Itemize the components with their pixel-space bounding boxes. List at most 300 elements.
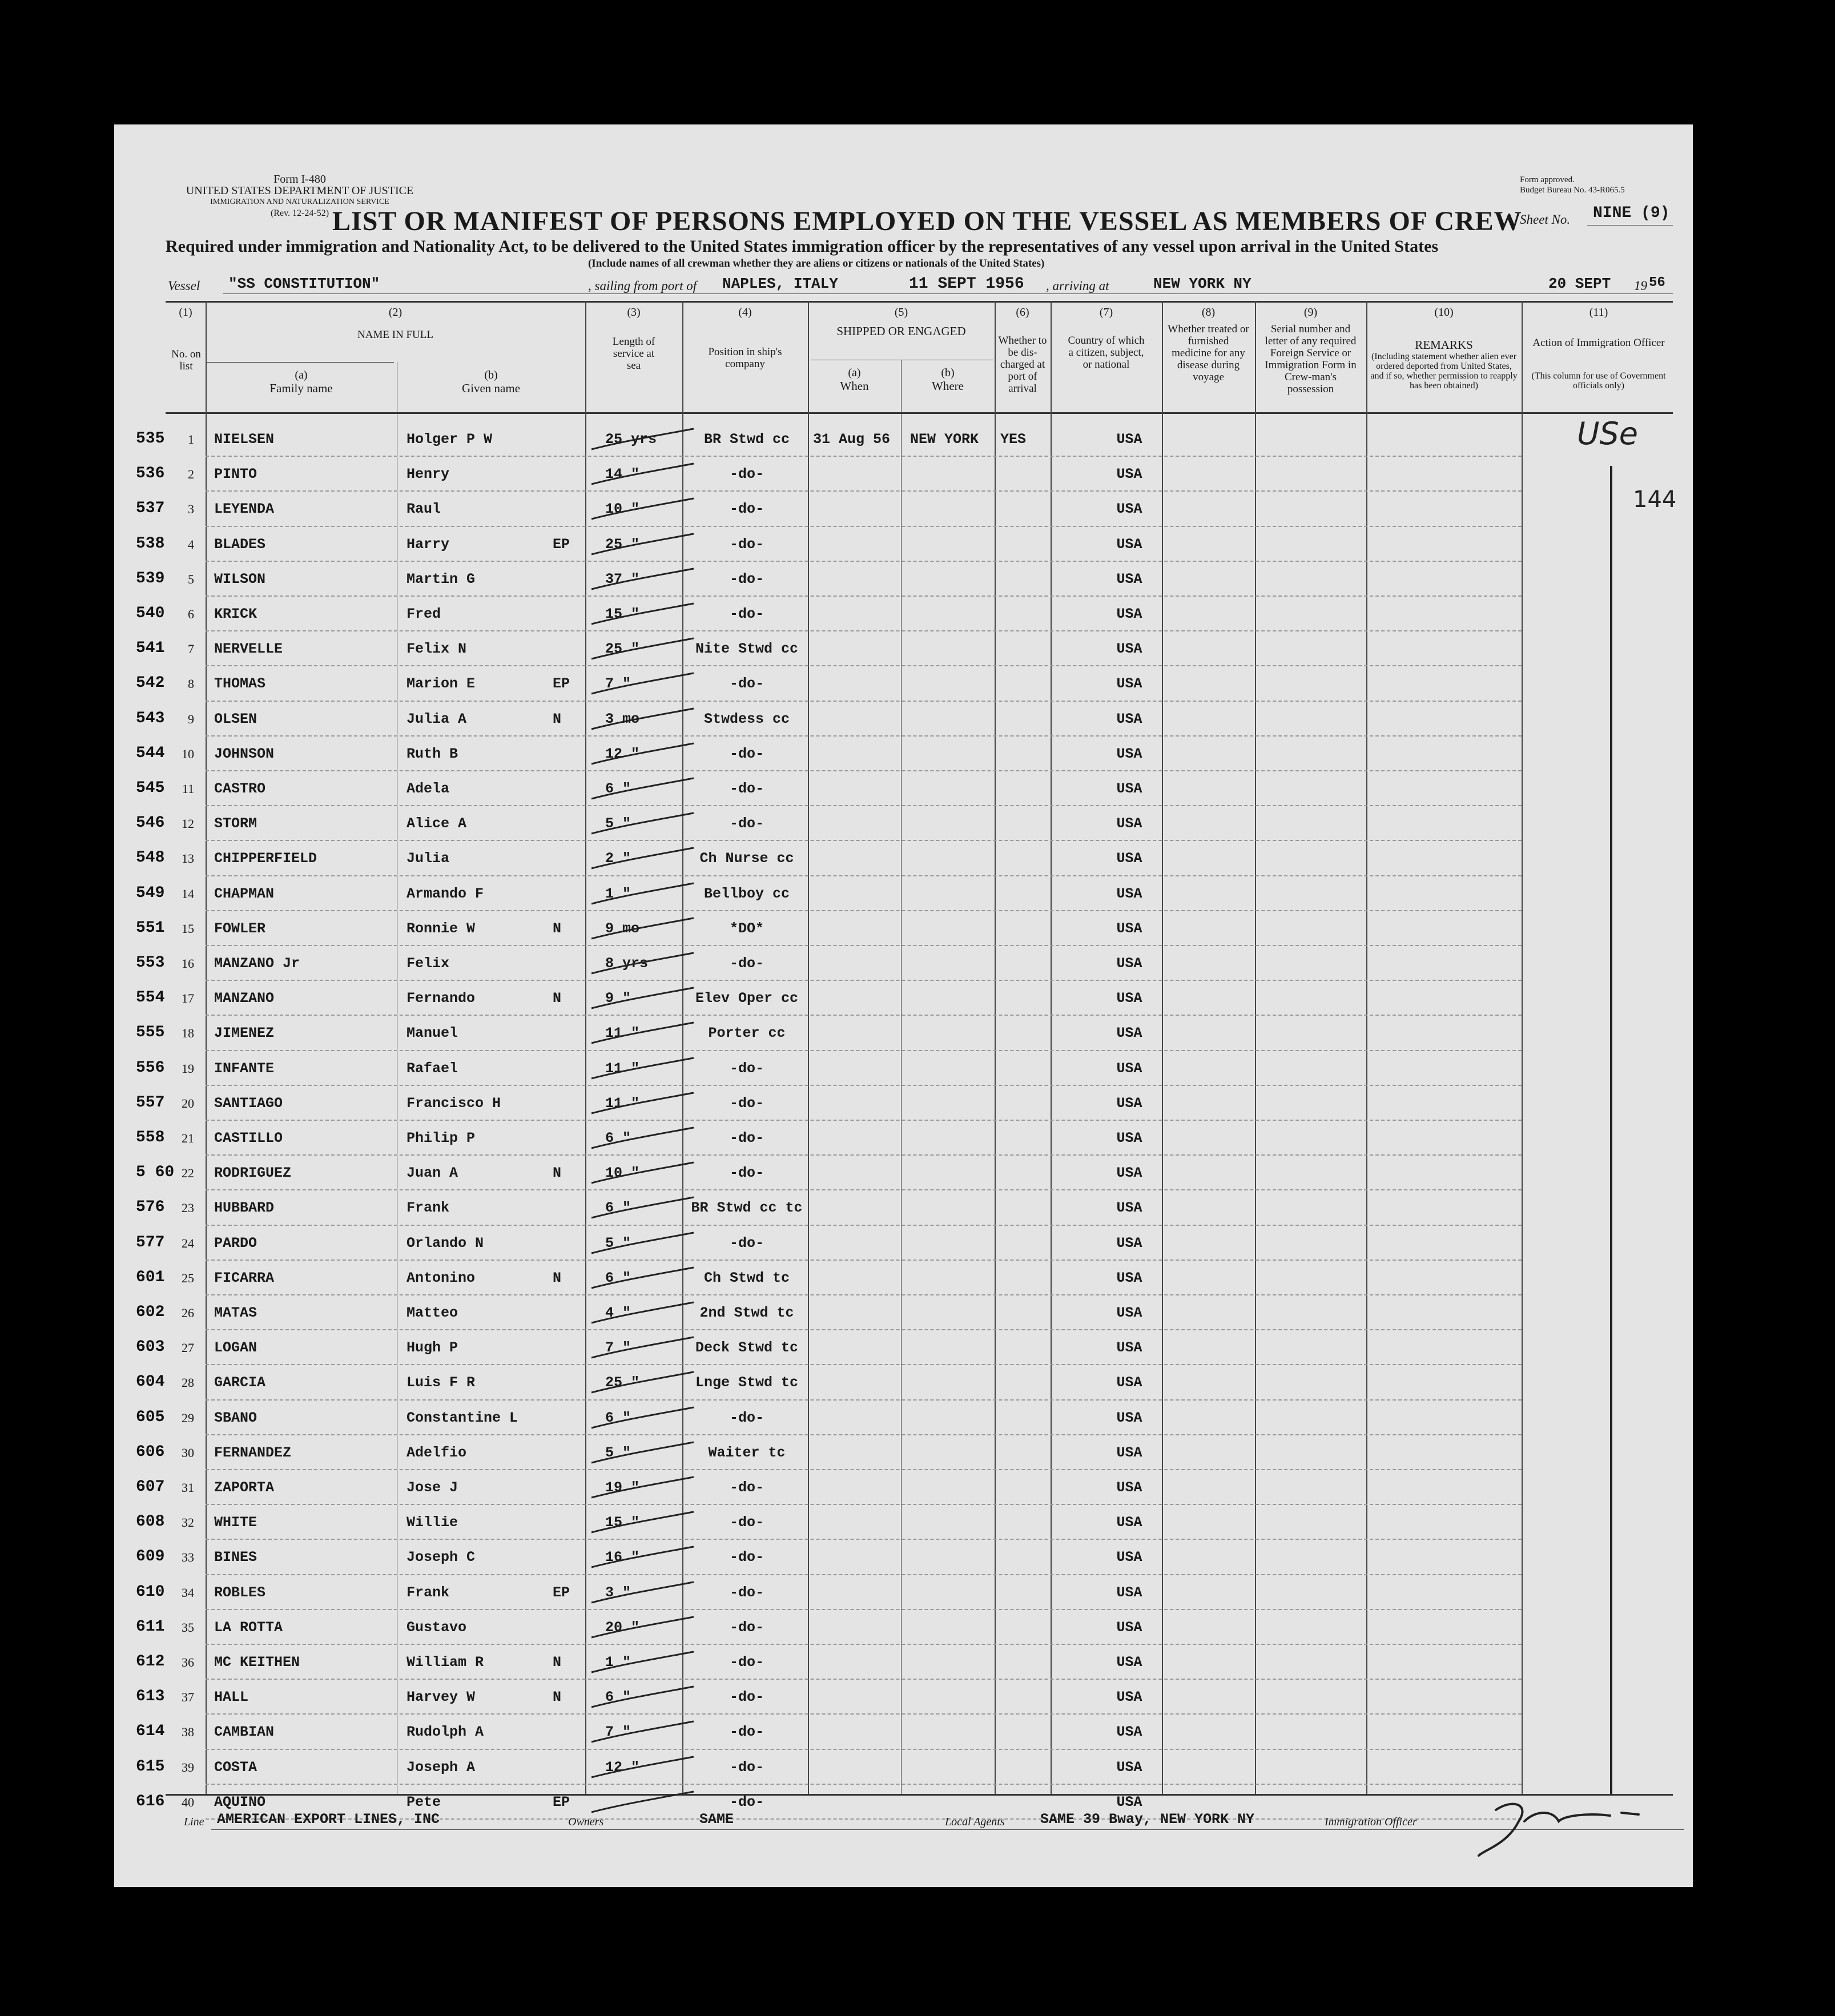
margin-number: 616 <box>136 1792 165 1810</box>
margin-number: 549 <box>136 884 165 902</box>
check-mark <box>588 1158 697 1192</box>
cell-family: CHAPMAN <box>214 885 275 902</box>
cell-length: 7 " <box>605 675 631 693</box>
check-mark <box>588 424 697 458</box>
cell-position: -do- <box>729 1759 764 1776</box>
check-mark <box>588 1438 697 1472</box>
check-mark <box>588 1333 697 1367</box>
row-rule <box>206 490 1522 492</box>
owners-value: SAME <box>699 1811 734 1828</box>
cell-length: 3 " <box>605 1584 631 1601</box>
cell-family: CHIPPERFIELD <box>214 850 317 867</box>
form-approval <box>1520 175 1625 195</box>
cell-country: USA <box>1116 501 1142 518</box>
row-number: 21 <box>182 1131 194 1145</box>
row-number: 13 <box>182 851 194 866</box>
revision: (Rev. 12-24-52) <box>270 208 329 218</box>
cell-given: Joseph A <box>407 1759 476 1776</box>
cell-given: Harry <box>407 536 450 553</box>
cell-country: USA <box>1116 1165 1142 1182</box>
check-mark <box>588 843 697 878</box>
cell-position: -do- <box>729 466 764 483</box>
cell-given: Fred <box>407 606 441 622</box>
cell-country: USA <box>1116 431 1142 448</box>
cell-country: USA <box>1116 955 1142 972</box>
cell-country: USA <box>1116 710 1142 727</box>
approval-line-2: Budget Bureau No. 43-R065.5 <box>1520 186 1625 195</box>
col-5b-label: Where <box>932 379 964 393</box>
check-mark <box>588 634 697 668</box>
row-number: 16 <box>182 956 194 971</box>
check-mark <box>588 1472 697 1507</box>
cell-length: 1 " <box>605 885 631 902</box>
check-mark <box>588 914 697 948</box>
cell-country: USA <box>1116 1200 1142 1217</box>
cell-country: USA <box>1116 1234 1142 1252</box>
cell-length: 25 " <box>605 641 640 658</box>
cell-when: 31 Aug 56 <box>813 431 891 448</box>
check-mark <box>588 459 697 493</box>
cell-length: 10 " <box>605 501 640 518</box>
cell-family: COSTA <box>214 1759 257 1776</box>
margin-number: 540 <box>136 605 165 622</box>
row-number: 38 <box>182 1725 194 1740</box>
cell-position: -do- <box>729 1619 764 1636</box>
row-rule <box>206 701 1522 702</box>
row-rule <box>206 526 1522 527</box>
margin-number: 577 <box>136 1233 165 1252</box>
cell-length: 6 " <box>605 1130 631 1146</box>
cell-position: -do- <box>729 1514 764 1531</box>
ditto-line <box>1610 466 1612 1794</box>
officer-label: Immigration Officer <box>1325 1816 1417 1828</box>
cell-family: RODRIGUEZ <box>214 1165 292 1182</box>
cell-length: 11 " <box>605 1060 640 1077</box>
cell-position: -do- <box>729 570 764 588</box>
cell-given: Fernando <box>407 990 476 1007</box>
cell-length: 5 " <box>605 1234 631 1252</box>
cell-given: Martin G <box>407 570 476 588</box>
col-5-label: SHIPPED OR ENGAGED <box>836 324 966 338</box>
owners-label: Owners <box>568 1816 604 1828</box>
cell-family: CAMBIAN <box>214 1724 275 1741</box>
cell-given: Willie <box>407 1514 458 1531</box>
col-3-label: Length of service at sea <box>612 336 655 372</box>
cell-position: -do- <box>729 536 764 553</box>
cell-length: 6 " <box>605 1269 631 1286</box>
cell-position: -do- <box>729 955 764 972</box>
cell-country: USA <box>1116 885 1142 902</box>
cell-given: William R <box>407 1654 484 1671</box>
cell-position: *DO* <box>729 920 764 937</box>
margin-number: 556 <box>136 1059 165 1077</box>
row-number: 26 <box>182 1306 194 1320</box>
cell-country: USA <box>1116 815 1142 832</box>
col-2a-number: (a) <box>295 369 308 381</box>
row-number: 36 <box>182 1655 194 1669</box>
cell-country: USA <box>1116 1094 1142 1112</box>
cell-length: 7 " <box>605 1724 631 1741</box>
check-mark <box>588 1367 697 1402</box>
row-number: 40 <box>182 1794 194 1809</box>
cell-given: Manuel <box>407 1025 458 1042</box>
col-7-number: (7) <box>1099 306 1113 319</box>
cell-position: -do- <box>729 745 764 762</box>
count-annotation: 144 <box>1633 486 1677 513</box>
cell-length: 25 " <box>605 536 640 553</box>
row-number: 15 <box>182 921 194 936</box>
cell-position: Ch Stwd tc <box>703 1269 790 1286</box>
line-value: AMERICAN EXPORT LINES, INC <box>217 1811 440 1828</box>
cell-family: ZAPORTA <box>214 1479 275 1496</box>
col-2b-number: (b) <box>484 369 498 381</box>
cell-position: -do- <box>729 1094 764 1112</box>
row-rule <box>206 665 1522 666</box>
cell-position: -do- <box>729 675 764 693</box>
cell-given: Rudolph A <box>407 1724 484 1741</box>
cell-position: Stwdess cc <box>703 710 790 727</box>
row-rule <box>206 875 1522 876</box>
row-number: 3 <box>188 502 194 517</box>
margin-number: 541 <box>136 639 165 658</box>
cell-family: AQUINO <box>214 1793 266 1810</box>
form-number: Form I-480 <box>273 173 326 186</box>
margin-number: 545 <box>136 779 165 797</box>
row-rule <box>206 1399 1522 1401</box>
cell-position: BR Stwd cc <box>703 431 790 448</box>
margin-number: 558 <box>136 1129 165 1146</box>
margin-number: 614 <box>136 1723 165 1741</box>
col-2a-label: Family name <box>269 381 333 395</box>
cell-length: 20 " <box>605 1619 640 1636</box>
row-rule <box>206 805 1522 806</box>
cell-country: USA <box>1116 570 1142 588</box>
cell-position: -do- <box>729 1549 764 1566</box>
row-number: 5 <box>188 572 194 586</box>
cell-length: 2 " <box>605 850 631 867</box>
cell-given: Frank <box>407 1584 450 1601</box>
cell-position: -do- <box>729 1060 764 1077</box>
cell-length: 25 yrs <box>605 431 657 448</box>
cell-length: 1 " <box>605 1654 631 1671</box>
cell-given: Ronnie W <box>407 920 476 937</box>
cell-position: -do- <box>729 815 764 832</box>
cell-discharged: YES <box>1000 431 1027 448</box>
cell-country: USA <box>1116 745 1142 762</box>
margin-number: 604 <box>136 1373 165 1391</box>
cell-length: 9 mo <box>605 920 640 937</box>
row-rule <box>206 1189 1522 1190</box>
cell-family: SANTIAGO <box>214 1094 283 1112</box>
row-rule <box>206 1609 1522 1610</box>
approval-line-1: Form approved. <box>1520 175 1575 184</box>
col-3-number: (3) <box>627 306 641 319</box>
margin-number: 601 <box>136 1268 165 1286</box>
row-rule <box>206 1679 1522 1680</box>
col-9-number: (9) <box>1303 306 1318 319</box>
cell-position: -do- <box>729 1234 764 1252</box>
manifest-subtitle: Required under immigration and Nationality Act, to be delivered to the United States immigration officer by the representatives of any vessel upon arrival in the United States <box>166 237 1439 256</box>
cell-country: USA <box>1116 780 1142 797</box>
cell-family: MANZANO <box>214 990 275 1007</box>
margin-number: 555 <box>136 1024 165 1042</box>
check-mark <box>588 1018 697 1052</box>
row-rule <box>206 1294 1522 1295</box>
cell-flag: N <box>553 990 562 1007</box>
check-mark <box>588 1193 697 1227</box>
check-mark <box>588 983 697 1017</box>
manifest-title: LIST OR MANIFEST OF PERSONS EMPLOYED ON THE VESSEL AS MEMBERS OF CREW <box>332 206 1522 236</box>
check-mark <box>588 1717 697 1751</box>
row-rule <box>206 980 1522 981</box>
check-mark <box>588 1228 697 1262</box>
cell-family: NIELSEN <box>214 431 275 448</box>
cell-length: 12 " <box>605 745 640 762</box>
margin-number: 5 60 <box>136 1164 175 1182</box>
row-rule <box>206 1644 1522 1645</box>
cell-given: Adelfio <box>407 1444 467 1461</box>
cell-flag: N <box>553 1269 562 1286</box>
cell-position: -do- <box>729 780 764 797</box>
margin-number: 542 <box>136 674 165 693</box>
check-mark <box>588 739 697 773</box>
col-4-number: (4) <box>738 306 752 319</box>
cell-country: USA <box>1116 466 1142 483</box>
row-number: 27 <box>182 1341 194 1355</box>
row-number: 20 <box>182 1096 194 1110</box>
col-7-label: Country of which a citizen, subject, or national <box>1068 335 1145 371</box>
cell-family: OLSEN <box>214 710 257 727</box>
cell-length: 7 " <box>605 1339 631 1357</box>
margin-number: 535 <box>136 430 165 448</box>
row-number: 1 <box>188 432 194 446</box>
cell-given: Joseph C <box>407 1549 476 1566</box>
margin-number: 553 <box>136 954 165 972</box>
cell-given: Antonino <box>407 1269 476 1286</box>
cell-position: Lnge Stwd tc <box>695 1374 799 1391</box>
departure-port: NAPLES, ITALY <box>722 275 838 292</box>
row-rule <box>206 1539 1522 1540</box>
vessel-label: Vessel <box>168 279 200 293</box>
cell-country: USA <box>1116 1514 1142 1531</box>
check-mark <box>588 494 697 528</box>
col-11-note: (This column for use of Government officials only) <box>1531 371 1666 391</box>
sheet-label: Sheet No. <box>1520 212 1571 227</box>
row-number: 7 <box>188 642 194 657</box>
cell-given: Orlando N <box>407 1234 484 1252</box>
cell-length: 15 " <box>605 606 640 622</box>
cell-country: USA <box>1116 850 1142 867</box>
cell-country: USA <box>1116 1619 1142 1636</box>
agents-label: Local Agents <box>945 1816 1005 1828</box>
cell-family: MATAS <box>214 1305 257 1321</box>
row-number: 30 <box>182 1445 194 1460</box>
check-mark <box>588 1578 697 1612</box>
row-number: 31 <box>182 1480 194 1495</box>
cell-country: USA <box>1116 536 1142 553</box>
margin-number: 548 <box>136 849 165 867</box>
row-number: 37 <box>182 1690 194 1705</box>
row-rule <box>206 735 1522 737</box>
cell-country: USA <box>1116 1060 1142 1077</box>
cell-given: Jose J <box>407 1479 458 1496</box>
cell-length: 6 " <box>605 1689 631 1706</box>
cell-position: -do- <box>729 1479 764 1496</box>
cell-flag: N <box>553 920 562 937</box>
cell-country: USA <box>1116 920 1142 937</box>
cell-length: 5 " <box>605 1444 631 1461</box>
cell-family: THOMAS <box>214 675 266 693</box>
cell-given: Matteo <box>407 1305 458 1321</box>
row-rule <box>206 1225 1522 1226</box>
cell-given: Ruth B <box>407 745 458 762</box>
cell-given: Julia A <box>407 710 467 727</box>
cell-family: CASTILLO <box>214 1130 283 1146</box>
cell-given: Felix N <box>407 641 467 658</box>
margin-number: 603 <box>136 1338 165 1357</box>
col-5b-number: (b) <box>941 367 955 379</box>
cell-position: -do- <box>729 606 764 622</box>
check-mark <box>588 879 697 913</box>
cell-family: INFANTE <box>214 1060 275 1077</box>
cell-flag: EP <box>553 536 570 553</box>
check-mark <box>588 1403 697 1437</box>
margin-number: 609 <box>136 1548 165 1566</box>
margin-number: 605 <box>136 1408 165 1426</box>
col-6-label: Whether to be dis-charged at port of arrival <box>998 335 1047 395</box>
cell-position: Nite Stwd cc <box>695 641 799 658</box>
row-rule <box>206 630 1522 631</box>
cell-position: -do- <box>729 1793 764 1810</box>
cell-family: FERNANDEZ <box>214 1444 292 1461</box>
arrival-date: 20 SEPT <box>1548 275 1611 292</box>
cell-family: KRICK <box>214 606 257 622</box>
cell-position: BR Stwd cc tc <box>691 1200 803 1217</box>
cell-family: PARDO <box>214 1234 257 1252</box>
margin-number: 606 <box>136 1443 165 1461</box>
cell-length: 19 " <box>605 1479 640 1496</box>
check-mark <box>588 1612 697 1647</box>
col-5a-label: When <box>840 379 869 393</box>
col-2-label: NAME IN FULL <box>357 329 433 341</box>
row-rule <box>206 1469 1522 1470</box>
cell-given: Constantine L <box>407 1409 518 1426</box>
cell-country: USA <box>1116 1409 1142 1426</box>
row-number: 23 <box>182 1201 194 1216</box>
cell-given: Holger P W <box>407 431 493 448</box>
cell-given: Rafael <box>407 1060 458 1077</box>
cell-length: 14 " <box>605 466 640 483</box>
check-mark <box>588 1088 697 1122</box>
use-annotation: USe <box>1577 416 1639 452</box>
cell-length: 6 " <box>605 1200 631 1217</box>
col-5a-number: (a) <box>848 367 861 379</box>
cell-family: SBANO <box>214 1409 257 1426</box>
margin-number: 608 <box>136 1513 165 1531</box>
cell-country: USA <box>1116 641 1142 658</box>
cell-position: 2nd Stwd tc <box>699 1305 794 1321</box>
row-number: 33 <box>182 1550 194 1565</box>
cell-length: 6 " <box>605 780 631 797</box>
row-number: 29 <box>182 1410 194 1425</box>
margin-number: 611 <box>136 1617 165 1636</box>
row-number: 32 <box>182 1515 194 1530</box>
row-number: 6 <box>188 607 194 621</box>
cell-position: Elev Oper cc <box>695 990 799 1007</box>
row-rule <box>206 1260 1522 1261</box>
margin-number: 554 <box>136 989 165 1007</box>
col-10-label: REMARKS <box>1415 338 1473 352</box>
cell-position: -do- <box>729 1654 764 1671</box>
margin-number: 576 <box>136 1198 165 1217</box>
margin-number: 557 <box>136 1093 165 1112</box>
cell-position: -do- <box>729 1130 764 1146</box>
row-number: 10 <box>182 746 194 761</box>
cell-position: Bellboy cc <box>703 885 790 902</box>
margin-number: 538 <box>136 534 165 553</box>
cell-family: PINTO <box>214 466 257 483</box>
cell-country: USA <box>1116 1305 1142 1321</box>
cell-given: Adela <box>407 780 450 797</box>
cell-position: Deck Stwd tc <box>695 1339 799 1357</box>
cell-country: USA <box>1116 990 1142 1007</box>
col-1-label: No. on list <box>171 348 201 372</box>
cell-family: LA ROTTA <box>214 1619 283 1636</box>
service: IMMIGRATION AND NATURALIZATION SERVICE <box>210 198 389 206</box>
cell-country: USA <box>1116 1584 1142 1601</box>
row-number: 22 <box>182 1166 194 1181</box>
row-rule <box>206 910 1522 911</box>
cell-country: USA <box>1116 1130 1142 1146</box>
cell-given: Felix <box>407 955 450 972</box>
row-rule <box>206 770 1522 771</box>
arrival-year-suffix: 56 <box>1649 275 1665 291</box>
cell-country: USA <box>1116 1724 1142 1741</box>
cell-country: USA <box>1116 1793 1142 1810</box>
cell-country: USA <box>1116 1549 1142 1566</box>
cell-family: FICARRA <box>214 1269 275 1286</box>
cell-country: USA <box>1116 1689 1142 1706</box>
row-rule <box>206 1085 1522 1086</box>
col-10-note: (Including statement whether alien ever ordered deported from United States, and if so, whether permission to reapply has been obtained) <box>1370 352 1518 391</box>
cell-given: Gustavo <box>407 1619 467 1636</box>
col-11-label: Action of Immigration Officer <box>1532 337 1665 349</box>
cell-length: 6 " <box>605 1409 631 1426</box>
row-number: 39 <box>182 1760 194 1774</box>
cell-position: -do- <box>729 1584 764 1601</box>
margin-number: 602 <box>136 1303 165 1321</box>
row-rule <box>206 945 1522 946</box>
cell-position: -do- <box>729 1724 764 1741</box>
check-mark <box>588 1787 697 1821</box>
row-rule <box>206 840 1522 841</box>
cell-country: USA <box>1116 1654 1142 1671</box>
row-number: 14 <box>182 886 194 901</box>
col-6-number: (6) <box>1016 306 1029 319</box>
cell-family: MC KEITHEN <box>214 1654 300 1671</box>
margin-number: 612 <box>136 1653 165 1671</box>
cell-position: Waiter tc <box>708 1444 786 1461</box>
check-mark <box>588 948 697 983</box>
col-10-number: (10) <box>1434 306 1454 319</box>
row-number: 35 <box>182 1620 194 1635</box>
departure-date: 11 SEPT 1956 <box>909 275 1024 293</box>
cell-given: Alice A <box>407 815 467 832</box>
cell-length: 37 " <box>605 570 640 588</box>
row-rule <box>206 1713 1522 1715</box>
cell-length: 10 " <box>605 1165 640 1182</box>
margin-number: 543 <box>136 709 165 727</box>
